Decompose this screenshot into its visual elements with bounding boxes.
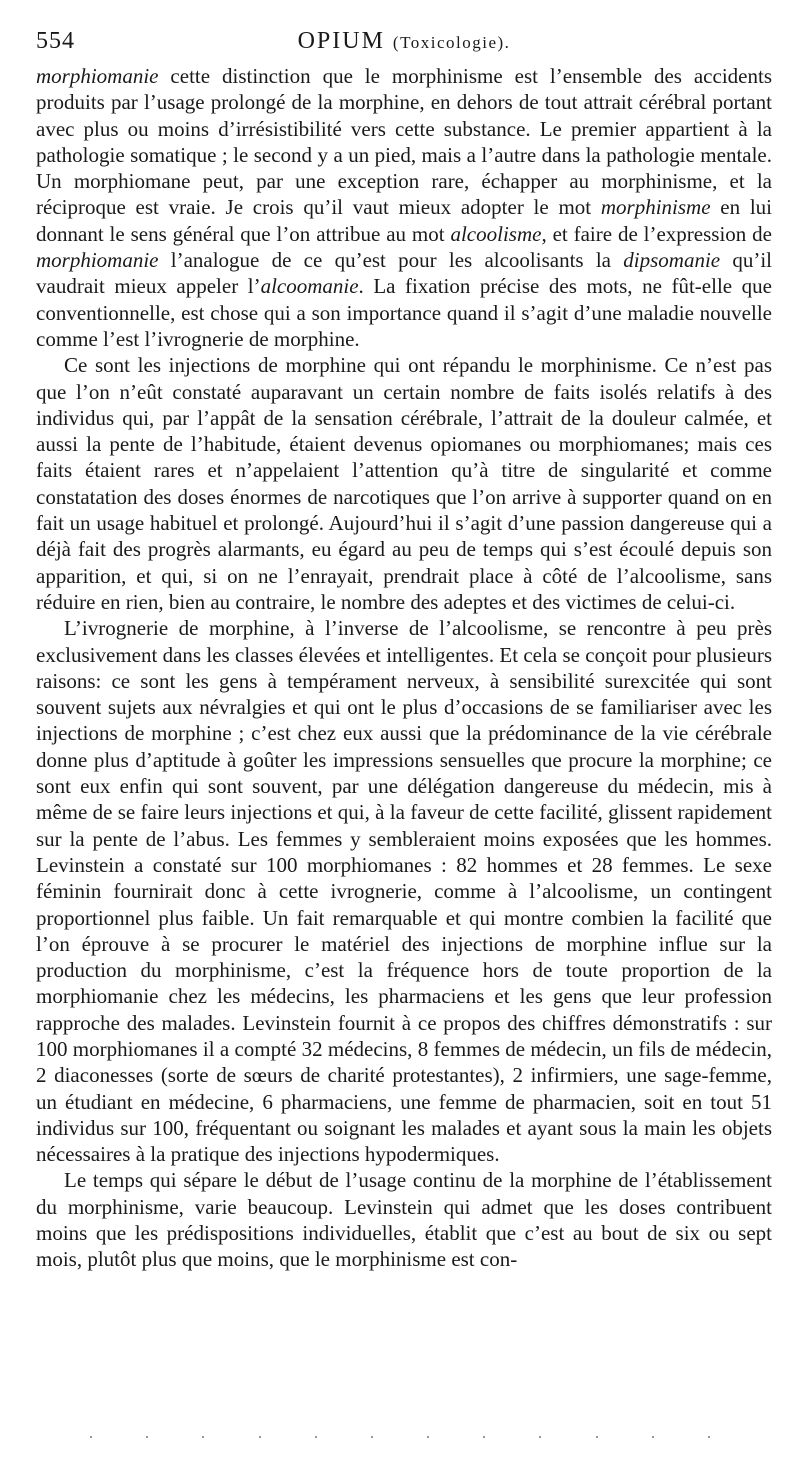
page-number: 554 [36,28,75,54]
italic-term: morphinisme [600,195,711,220]
text-run: Le temps qui sépare le début de l’usage continu de la morphine de l’établissement du morphinisme, varie beaucoup. Levinstein qui admet que les doses contribuent moins que les prédispositions individuelles, établit que c’est au bout de six ou sept mois, plutôt plus que moins, que le morphinisme est con- [36,1168,772,1272]
page-header [36,28,772,62]
paragraph [36,63,772,352]
text-run: L’ivrognerie de morphine, à l’inverse de l’alcoolisme, se rencontre à peu près exclusivement dans les classes élevées et intelligentes. Et cela se conçoit pour plusieurs raisons: ce sont les gens à tempérament nerveux, à sensibilité surexcitée qui sont souvent sujets aux névralgies et qui ont le plus d’occasions de se familiariser avec les injections de morphine ; c’est chez eux aussi que la prédominance de la vie cérébrale donne plus d’aptitude à goûter les impressions sensuelles que procure la morphine; ce sont eux enfin qui sont souvent, par une délégation dangereuse du médecin, mis à même de se faire leurs injections et qui, à la faveur de cette facilité, glissent rapidement sur la pente de l’abus. Les femmes y sembleraient moins exposées que les hommes. Levinstein a constaté sur 100 morphiomanes : 82 hommes et 28 femmes. Le sexe féminin fournirait donc à cette ivrognerie, comme à l’alcoolisme, un contingent proportionnel plus faible. Un fait remarquable et qui montre combien la facilité que l’on éprouve à se procurer le matériel des injections de morphine influe sur la production du morphinisme, c’est la fréquence hors de toute proportion de la morphiomanie chez les médecins, les pharmaciens et les gens que leur profession rapproche des malades. Levinstein fournit à ce propos des chiffres démonstratifs : sur 100 morphiomanes il a compté 32 médecins, 8 femmes de médecin, un fils de médecin, 2 diaconesses (sorte de sœurs de charité protestantes), 2 infirmiers, une sage-femme, un étudiant en médecine, 6 pharmaciens, une femme de pharmacien, soit en tout 51 individus sur 100, fréquentant ou soignant les malades et ayant sous la main les objets nécessaires à la pratique des injections hypodermiques. [36,616,772,1167]
body-text [36,63,772,1273]
running-head-title: OPIUM [297,28,385,54]
text-run: cette distinction que le morphinisme est l’ensemble des accidents produits par l’usage prolongé de la morphine, en dehors de tout attrait cérébral portant avec plus ou moins d’irrésistibilité vers cette substance. Le premier appartient à la pathologie somatique ; le second y a un pied, mais a l’autre dans la pathologie mentale. Un morphiomane peut, par une exception rare, échapper au morphinisme, et la réciproque est vraie. Je crois qu’il vaut mieux adopter le mot [36,64,772,220]
footer-dots [90,1436,710,1438]
running-head-subtitle: (Toxicologie). [392,33,511,52]
text-run: . La fixation précise des mots, ne fût-elle que conventionnelle, est chose qui a son importance quand il s’agit d’une maladie nouvelle comme l’est l’ivrognerie de morphine. [36,274,772,351]
text-run: l’analogue de ce qu’est pour les alcoolisants la [158,248,624,273]
italic-term: morphiomanie [36,64,159,88]
running-head [36,28,772,55]
text-run: Ce sont les injections de morphine qui ont répandu le morphinisme. Ce n’est pas que l’on n’eût constaté auparavant un certain nombre de faits isolés relatifs à des individus qui, par l’appât de la sensation cérébrale, l’attrait de la douleur calmée, et aussi la pente de l’habitude, étaient devenus opiomanes ou morphiomanes; mais ces faits étaient rares et n’appelaient l’attention qu’à titre de singularité et comme constatation des doses énormes de narcotiques que l’on arrive à supporter quand on en fait un usage habituel et prolongé. Aujourd’hui il s’agit d’une passion dangereuse qui a déjà fait des progrès alarmants, eu égard au peu de temps qui s’est écoulé depuis son apparition, et qui, si on ne l’enrayait, prendrait place à côté de l’alcoolisme, sans réduire en rien, bien au contraire, le nombre des adeptes et des victimes de celui-ci. [36,353,772,614]
paragraph [36,615,772,1167]
italic-term: dipsomanie [623,248,721,273]
text-run: en lui donnant le sens général que l’on attribue au mot [36,195,772,246]
text-run: , et faire de l’expression de [541,221,773,246]
italic-term: alcoomanie [260,274,359,299]
text-run: qu’il vaudrait mieux appeler l’ [36,248,773,299]
paragraph [36,1167,772,1272]
paragraph [36,352,772,615]
italic-term: morphiomanie [36,248,159,273]
italic-term: alcoolisme [450,221,542,246]
